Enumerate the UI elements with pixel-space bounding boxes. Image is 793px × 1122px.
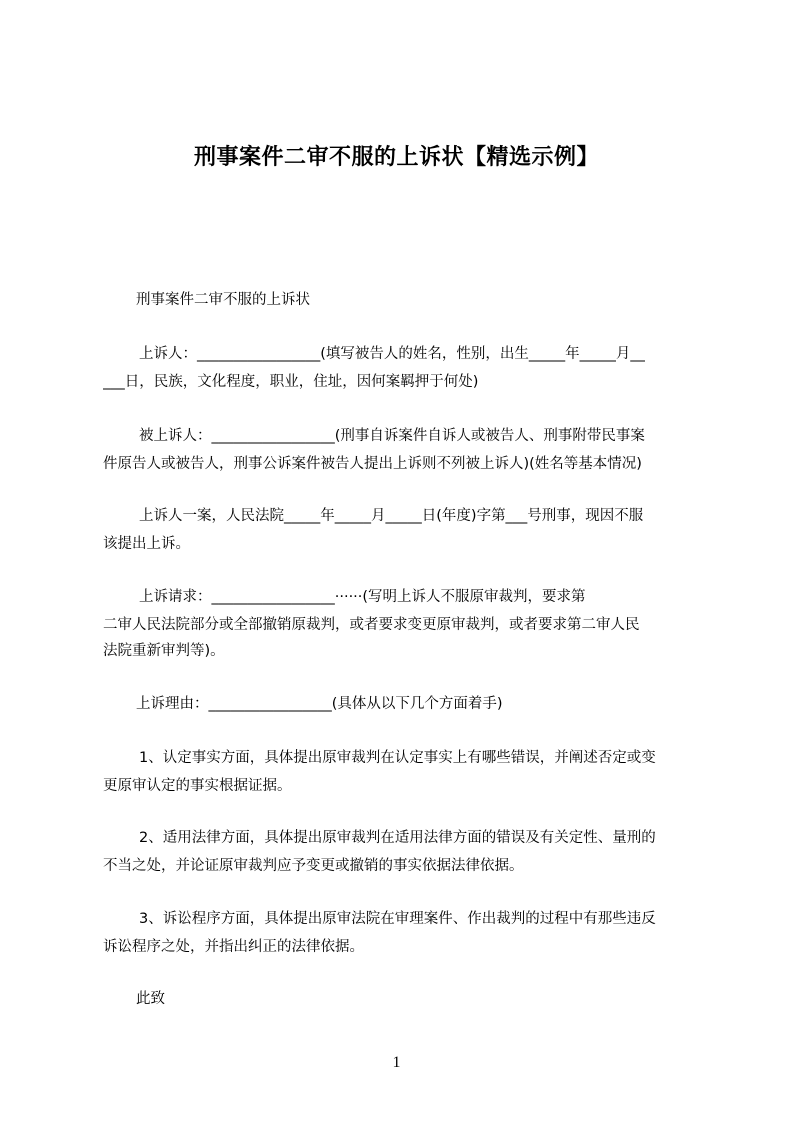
appellee-line-1: 被上诉人：_________________(刑事自诉案件自诉人或被告人、刑事附带民事案 <box>139 428 645 444</box>
appeal-request-line-2: 二审人民法院部分或全部撤销原裁判，或者要求变更原审裁判，或者要求第二审人民 <box>103 617 640 633</box>
case-intro-line-2: 该提出上诉。 <box>103 536 190 552</box>
closing-line-1: 此致 <box>136 991 165 1007</box>
appellant-line-2: ___日，民族，文化程度，职业，住址，因何案羁押于何处) <box>103 374 479 390</box>
appellant-line-1: 上诉人：_________________(填写被告人的姓名，性别，出生_____年_____月__ <box>139 346 645 362</box>
subtitle-line-1: 刑事案件二审不服的上诉状 <box>136 292 310 308</box>
reason-facts-line-2: 更原审认定的事实根据证据。 <box>103 778 292 794</box>
page-number: 1 <box>392 1054 401 1071</box>
reason-procedure-line-1: 3、诉讼程序方面，具体提出原审法院在审理案件、作出裁判的过程中有那些违反 <box>139 911 656 927</box>
reason-procedure-line-2: 诉讼程序之处，并指出纠正的法律依据。 <box>103 939 364 955</box>
reason-law-line-1: 2、适用法律方面，具体提出原审裁判在适用法律方面的错误及有关定性、量刑的 <box>139 830 656 846</box>
reason-facts-line-1: 1、认定事实方面，具体提出原审裁判在认定事实上有哪些错误，并阐述否定或变 <box>139 750 656 766</box>
appeal-request-line-3: 法院重新审判等)。 <box>103 643 225 659</box>
appeal-reasons-line-1: 上诉理由：_________________(具体从以下几个方面着手) <box>136 696 503 712</box>
document-title: 刑事案件二审不服的上诉状【精选示例】 <box>193 145 599 170</box>
appellee-line-2: 件原告人或被告人，刑事公诉案件被告人提出上诉则不列被上诉人)(姓名等基本情况) <box>103 456 642 472</box>
appeal-request-line-1: 上诉请求：_________________······(写明上诉人不服原审裁判，要求第 <box>139 589 586 605</box>
case-intro-line-1: 上诉人一案，人民法院_____年_____月_____日(年度)字第___号刑事，现因不服 <box>139 508 644 524</box>
reason-law-line-2: 不当之处，并论证原审裁判应予变更或撤销的事实依据法律依据。 <box>103 858 524 874</box>
